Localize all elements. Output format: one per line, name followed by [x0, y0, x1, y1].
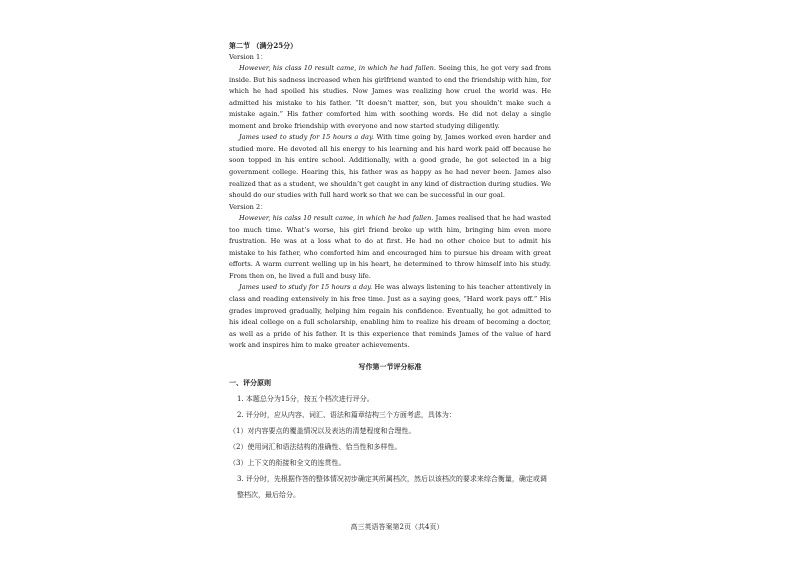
rubric-rule-2b: （2）使用词汇和语法结构的准确性、恰当性和多样性。 [229, 442, 402, 451]
rubric-rule-1: 1. 本题总分为15分，按五个档次进行评分。 [237, 394, 374, 403]
rubric-rules [229, 375, 551, 503]
paragraph-body: He was always listening to his teacher attentively in class and reading extensively in his free time. Just as a saying goes, “Hard work pays off.” His grades improved gradually, helping him regain his confidence. Eventually, he got admitted to his ideal college on a full scholarship, enabling him to realize his dream of becoming a doctor, as well as a pride of his father. It is this experience that reminds James of the value of hard work and inspires him to make greater achievements. [229, 283, 551, 350]
paragraph-body: Seeing this, he got very sad from inside. But his sadness increased when his girlfriend wanted to end the friendship with him, for which he had spoiled his studies. Now James was realizing how cruel the world was. He admitted his mistake to his father. “It doesn’t matter, son, but you shouldn’t make such a mistake again.” His father comforted him with soothing words. He did not delay a single moment and broke friendship with everyone and now started studying diligently. [229, 64, 551, 130]
version-1-label: Version 1： [229, 52, 267, 61]
paragraph-lead: However, his class 10 result came, in which he had fallen. [239, 64, 436, 73]
paragraph-body: With time going by, James worked even harder and studied more. He devoted all his energy to his learning and his hard work paid off because he soon topped in his entire school. Additionally, with a good grade, he got selected in a big government college. Hearing this, his father was as happy as he had never been. James also realized that as a student, we shouldn’t get caught in any kind of distraction during studies. We should do our studies with full hard work so that we can be successful in our goal. [229, 133, 551, 200]
version-2-paragraph-1 [229, 213, 551, 282]
version-1-paragraph-2 [229, 132, 551, 201]
page-footer: 高三英语答案第2页（共4页） [350, 523, 444, 531]
rubric-rule-2c: （3）上下文的衔接和全文的连贯性。 [229, 458, 346, 467]
page-content [229, 40, 551, 503]
rubric-rule-2: 2. 评分时，应从内容、词汇、语法和篇章结构三个方面考虑，具体为： [237, 410, 456, 419]
version-2-paragraph-2 [229, 282, 551, 351]
paragraph-body: James realised that he had wasted too much time. What’s worse, his girl friend broke up with him, bringing him even more frustration. He was at a loss what to do at first. He had no other choice but to admit his mistake to his father, who comforted him and encouraged him to pursue his dream with great efforts. A warm current welling up in his heart, he determined to throw himself into his study. From then on, he lived a full and busy life. [229, 214, 552, 280]
rubric-principle-heading: 一、评分原则 [229, 377, 271, 387]
version-1-paragraph-1 [229, 63, 551, 132]
rubric-rule-3: 3. 评分时，先根据作答的整体情况初步确定其所属档次，然后以该档次的要求来综合衡量，确定或调整档次，最后给分。 [237, 474, 547, 499]
rubric-rule-2a: （1）对内容要点的覆盖情况以及表达的清楚程度和合理性。 [229, 426, 416, 435]
paragraph-lead: However, his calss 10 result came, in which he had fallen. [239, 214, 434, 223]
section-heading: 第二节 （满分25分） [229, 41, 298, 50]
paragraph-lead: James used to study for 15 hours a day. [239, 283, 373, 292]
paragraph-lead: James used to study for 15 hours a day. [239, 133, 374, 142]
version-2-label: Version 2： [229, 202, 267, 211]
rubric-title: 写作第一节评分标准 [358, 361, 422, 371]
